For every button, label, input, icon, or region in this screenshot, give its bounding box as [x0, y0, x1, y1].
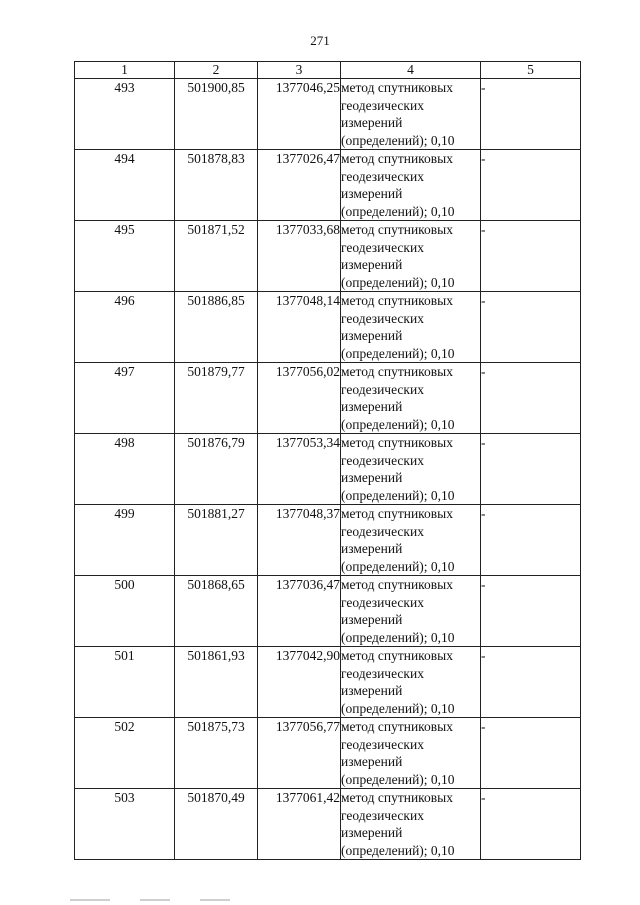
method-line: геодезических	[341, 665, 424, 681]
method-line: (определений); 0,10	[341, 132, 455, 148]
table-row	[75, 292, 581, 363]
method-line: метод спутниковых	[341, 790, 453, 805]
method-line: измерений	[341, 186, 403, 201]
note-cell: -	[481, 718, 581, 789]
method-line: измерений	[341, 541, 403, 556]
method-line: геодезических	[341, 168, 424, 184]
note-cell: -	[481, 434, 581, 505]
note-cell: -	[481, 292, 581, 363]
note-cell: -	[481, 221, 581, 292]
method-line: геодезических	[341, 523, 424, 539]
method-line: (определений); 0,10	[341, 771, 455, 787]
method-line: измерений	[341, 115, 403, 130]
y-coordinate-cell: 1377033,68	[258, 221, 341, 292]
table-row	[75, 576, 581, 647]
note-cell: -	[481, 150, 581, 221]
method-line: метод спутниковых	[341, 435, 453, 450]
table-row	[75, 718, 581, 789]
point-number-cell: 497	[75, 363, 175, 434]
method-line: (определений); 0,10	[341, 558, 455, 574]
coordinates-table	[74, 61, 581, 860]
method-line: (определений); 0,10	[341, 842, 455, 858]
column-header-5: 5	[481, 62, 581, 79]
note-cell: -	[481, 576, 581, 647]
method-line: измерений	[341, 257, 403, 272]
method-line: метод спутниковых	[341, 80, 453, 95]
x-coordinate-cell: 501879,77	[175, 363, 258, 434]
column-header-3: 3	[258, 62, 341, 79]
method-line: измерений	[341, 328, 403, 343]
method-line: метод спутниковых	[341, 648, 453, 663]
method-line: геодезических	[341, 97, 424, 113]
x-coordinate-cell: 501875,73	[175, 718, 258, 789]
y-coordinate-cell: 1377048,37	[258, 505, 341, 576]
method-line: метод спутниковых	[341, 719, 453, 734]
note-cell: -	[481, 789, 581, 860]
y-coordinate-cell: 1377036,47	[258, 576, 341, 647]
y-coordinate-cell: 1377042,90	[258, 647, 341, 718]
method-cell	[341, 505, 481, 576]
x-coordinate-cell: 501871,52	[175, 221, 258, 292]
header-row	[75, 62, 581, 79]
method-cell	[341, 718, 481, 789]
note-cell: -	[481, 505, 581, 576]
note-cell: -	[481, 647, 581, 718]
method-cell	[341, 789, 481, 860]
method-line: измерений	[341, 683, 403, 698]
point-number-cell: 499	[75, 505, 175, 576]
x-coordinate-cell: 501868,65	[175, 576, 258, 647]
x-coordinate-cell: 501876,79	[175, 434, 258, 505]
point-number-cell: 501	[75, 647, 175, 718]
y-coordinate-cell: 1377026,47	[258, 150, 341, 221]
method-line: геодезических	[341, 381, 424, 397]
method-cell	[341, 576, 481, 647]
method-line: метод спутниковых	[341, 222, 453, 237]
method-line: (определений); 0,10	[341, 203, 455, 219]
column-header-2: 2	[175, 62, 258, 79]
method-line: (определений); 0,10	[341, 345, 455, 361]
y-coordinate-cell: 1377046,25	[258, 79, 341, 150]
table-row	[75, 647, 581, 718]
x-coordinate-cell: 501886,85	[175, 292, 258, 363]
method-line: (определений); 0,10	[341, 629, 455, 645]
method-line: геодезических	[341, 239, 424, 255]
method-line: геодезических	[341, 736, 424, 752]
table-body	[75, 79, 581, 860]
point-number-cell: 503	[75, 789, 175, 860]
y-coordinate-cell: 1377061,42	[258, 789, 341, 860]
x-coordinate-cell: 501870,49	[175, 789, 258, 860]
x-coordinate-cell: 501878,83	[175, 150, 258, 221]
footer-scan-marks	[20, 895, 620, 905]
method-cell	[341, 434, 481, 505]
point-number-cell: 494	[75, 150, 175, 221]
y-coordinate-cell: 1377048,14	[258, 292, 341, 363]
table-row	[75, 221, 581, 292]
point-number-cell: 498	[75, 434, 175, 505]
note-cell: -	[481, 79, 581, 150]
table-row	[75, 363, 581, 434]
x-coordinate-cell: 501861,93	[175, 647, 258, 718]
table-row	[75, 79, 581, 150]
y-coordinate-cell: 1377053,34	[258, 434, 341, 505]
method-line: (определений); 0,10	[341, 487, 455, 503]
column-header-1: 1	[75, 62, 175, 79]
x-coordinate-cell: 501881,27	[175, 505, 258, 576]
method-line: геодезических	[341, 310, 424, 326]
method-cell	[341, 363, 481, 434]
method-line: измерений	[341, 825, 403, 840]
y-coordinate-cell: 1377056,02	[258, 363, 341, 434]
note-cell: -	[481, 363, 581, 434]
method-line: метод спутниковых	[341, 364, 453, 379]
table-row	[75, 434, 581, 505]
y-coordinate-cell: 1377056,77	[258, 718, 341, 789]
point-number-cell: 496	[75, 292, 175, 363]
point-number-cell: 493	[75, 79, 175, 150]
method-cell	[341, 647, 481, 718]
table-row	[75, 505, 581, 576]
method-cell	[341, 150, 481, 221]
method-line: метод спутниковых	[341, 577, 453, 592]
method-line: метод спутниковых	[341, 506, 453, 521]
method-line: метод спутниковых	[341, 151, 453, 166]
method-line: измерений	[341, 399, 403, 414]
method-line: геодезических	[341, 452, 424, 468]
x-coordinate-cell: 501900,85	[175, 79, 258, 150]
method-line: метод спутниковых	[341, 293, 453, 308]
point-number-cell: 502	[75, 718, 175, 789]
method-line: (определений); 0,10	[341, 274, 455, 290]
page-number: 271	[310, 33, 330, 48]
table-row	[75, 150, 581, 221]
method-cell	[341, 79, 481, 150]
point-number-cell: 500	[75, 576, 175, 647]
point-number-cell: 495	[75, 221, 175, 292]
table-row	[75, 789, 581, 860]
method-cell	[341, 292, 481, 363]
method-line: геодезических	[341, 594, 424, 610]
method-line: измерений	[341, 612, 403, 627]
method-line: измерений	[341, 470, 403, 485]
column-header-4: 4	[341, 62, 481, 79]
method-line: геодезических	[341, 807, 424, 823]
method-line: (определений); 0,10	[341, 416, 455, 432]
method-line: (определений); 0,10	[341, 700, 455, 716]
method-line: измерений	[341, 754, 403, 769]
method-cell	[341, 221, 481, 292]
